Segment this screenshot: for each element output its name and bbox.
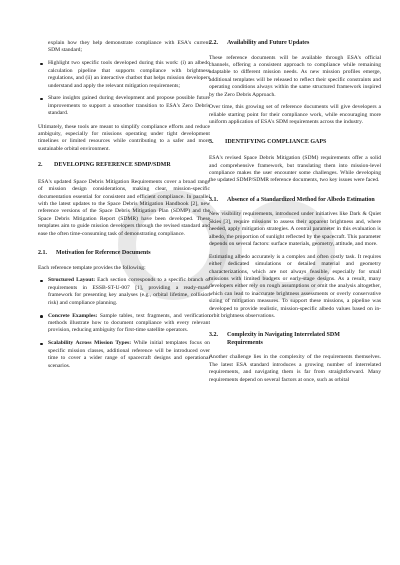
feature-label: Concrete Examples: [48,312,98,319]
section-3-2-title: Complexity in Navigating Interrelated SDM Requirements [227,332,340,346]
section-2-2-paragraph-2: Over time, this growing set of reference documents will give developers a reliable starting point for their compliance work, while encouraging more uniform application of ESA's SDM requirements across the industry. [209,104,381,126]
section-3-heading [209,139,381,147]
section-2-2-number: 2.2. [209,40,218,46]
section-3-2-heading [209,332,381,347]
feature-list [38,277,210,369]
intro-bullet-insights: Share insights gained during development and propose possible future improvements to support a smoother transition to ESA's Zero Debris standard. [38,95,210,117]
section-2-1-number: 2.1. [38,250,47,257]
section-3-1-title: Absence of a Standardized Method for Albedo Estimation [227,196,375,203]
left-column [38,40,210,376]
feature-concrete-examples [38,313,210,335]
section-2-1-heading [38,250,210,258]
section-2-2-title: Availability and Future Updates [227,40,310,46]
feature-scalability [38,340,210,370]
intro-bullet-list [38,60,210,117]
section-2-paragraph: ESA's updated Space Debris Mitigation Requirements cover a broad range of mission design considerations, making clear, mission-specific documentation essential for consistent and efficient compliance. In parallel with the latest updates to the Space Debris Mitigation Handbook [2], new reference versions of the Space Debris Mitigation Plan (SDMP) and the Space Debris Mitigation Report (SDMR) have been developed. These templates aim to guide mission developers through the revised standard and ease the often time-consuming task of demonstrating compliance. [38,178,210,237]
section-3-1-paragraph-2: Estimating albedo accurately is a complex and often costly task. It requires either dedicated simulations or detailed material and geometry characterizations, which are not always feasible, especially for small missions with limited budgets or early-stage designs. As a result, many developers either rely on rough assumptions or omit the analysis altogether, which can lead to inaccurate brightness assessments or overly conservative sizing of mitigation measures. To support these missions, a pipeline was developed to provide realistic, mission-specific albedo values based on in-orbit brightness observations. [209,253,381,320]
feature-text: Each section corresponds to a specific branch of requirements in ESSB-ST-U-007 [1], providing a ready-made framework for presenting key analyses (e.g., orbital lifetime, collision risk) and compliance planning. [48,277,210,306]
section-2-title: DEVELOPING REFERENCE SDMP/SDMR [54,162,171,169]
section-3-title: IDENTIFYING COMPLIANCE GAPS [225,138,327,145]
section-3-2-paragraph: Another challenge lies in the complexity of the requirements themselves. The latest ESA standard introduces a growing number of interrelated requirements, and navigating them is far from straightforward. Many requirements depend on several factors at once, such as orbital [209,354,381,383]
right-column [209,40,381,390]
section-2-1-title: Motivation for Reference Documents [56,250,151,257]
section-2-2-paragraph-1: These reference documents will be available through ESA's official channels, offering a consistent approach to compliance while remaining adaptable to different mission needs. As new mission profiles emerge, additional templates will be released to reflect their specific constraints and operating conditions always within the same structured framework inspired by the Zero Debris Approach. [209,54,381,98]
section-3-1-heading [209,197,381,205]
section-3-1-number: 3.1. [209,196,218,203]
feature-label: Scalability Across Mission Types: [48,340,132,347]
section-3-paragraph: ESA's revised Space Debris Mitigation (SDM) requirements offer a solid and comprehensive framework, but translating them into mission-level compliance makes the user encounter some challenges. While developing the updated SDMP/SDMR reference documents, two key issues were faced. [209,155,381,184]
section-3-number: 3. [209,138,214,145]
intro-bullet-tools: Highlight two specific tools developed during this work: (i) an albedo calculation pipeline that supports compliance with brightness regulations, and (ii) an interactive chatbot that helps mission developers understand and apply the relevant mitigation requirements; [38,60,210,90]
feature-text: While initial templates focus on specific mission classes, additional reference will be introduced over time to cover a wider range of spacecraft designs and operational scenarios. [48,340,210,369]
intro-closing-paragraph: Ultimately, these tools are meant to simplify compliance efforts and reduce ambiguity, especially for missions operating under tight development timelines or limited resources while contributing to a safer and more sustainable orbital environment. [38,123,210,152]
section-3-1-paragraph-1: New visibility requirements, introduced under initiatives like Dark & Quiet Skies [3], require missions to assess their apparent brightness and, where needed, apply mitigation strategies. A central parameter in this evaluation is albedo, the proportion of sunlight reflected by the spacecraft. This parameter depends on several factors: surface materials, geometry, attitude, and more. [209,211,381,247]
feature-text: Sample tables, text fragments, and verification methods illustrate how to document compliance with every relevant provision, reducing ambiguity for first-time satellite operators. [48,312,210,334]
section-2-1-paragraph: Each reference template provides the following: [38,264,146,271]
feature-label: Structured Layout: [48,277,96,284]
intro-bullet-continuation: explain how they help demonstrate compliance with ESA's current SDM standard; [48,40,210,54]
section-2-heading [38,162,210,170]
section-2-number: 2. [38,162,43,169]
feature-structured-layout [38,277,210,307]
section-3-2-number: 3.2. [209,332,218,339]
section-2-2-heading [209,40,381,48]
